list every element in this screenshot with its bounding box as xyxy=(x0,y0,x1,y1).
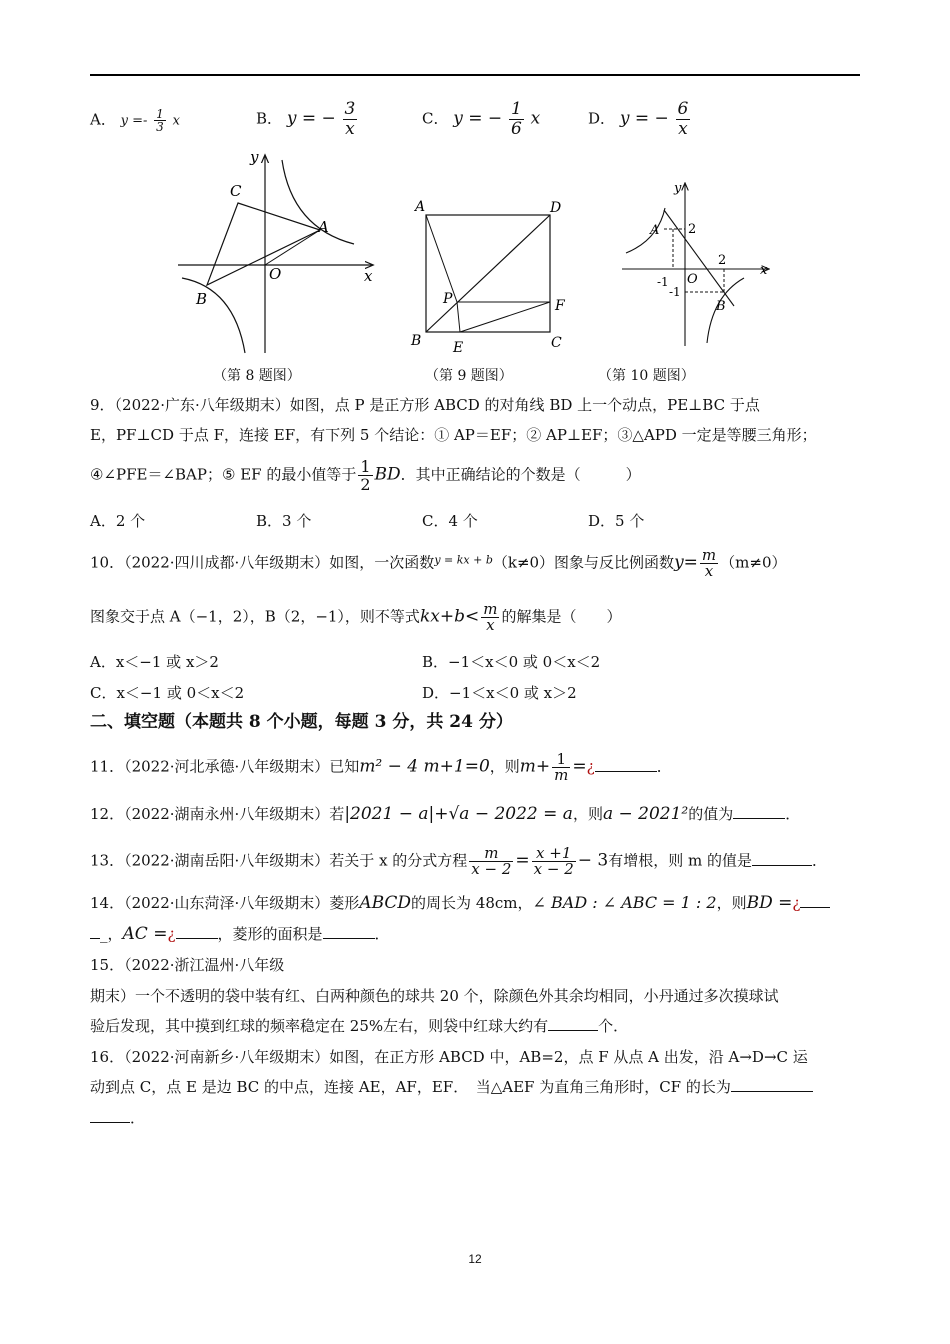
q16-line-2: 动到点 C，点 E 是边 BC 的中点，连接 AE，AF，EF． 当△AEF 为直角三角形时，CF 的长为 xyxy=(90,1077,813,1097)
fig8-label-o: O xyxy=(269,265,282,283)
fig9-label-e: E xyxy=(453,340,464,356)
fig9-label-d: D xyxy=(550,200,562,216)
q15-line-2: 期末）一个不透明的袋中装有红、白两种颜色的球共 20 个，除颜色外其余均相同，小丹通过多次摸球试 xyxy=(90,987,779,1005)
q10-option-a: A．x＜−1 或 x＞2 xyxy=(90,653,219,671)
fig10-caption: （第 10 题图） xyxy=(598,368,695,384)
q14-line-2: _，AC =¿ ，菱形的面积是 ． xyxy=(90,924,390,944)
fig10-label-o: O xyxy=(687,272,698,287)
q10-line-1: 10．（2022·四川成都·八年级期末）如图，一次函数$^{y = kx + b}$（k≠0）图象与反比例函数y= $\frac{m}{x}$ （m≠0） xyxy=(90,546,787,580)
q8-option-c: C． y = − $\frac{1}{6}$ x xyxy=(422,99,541,139)
q11-line: 11．（2022·河北承德·八年级期末）已知m² − 4 m+1=0，则m+ $\frac{1}{m}$ =¿ ． xyxy=(90,750,672,784)
fig8-caption: （第 8 题图） xyxy=(213,368,301,384)
q12-line: 12．（2022·湖南永州·八年级期末）若|2021 − a|+√a − 2022 = a，则a − 2021²的值为 ． xyxy=(90,804,801,824)
q10-option-d: D．−1＜x＜0 或 x＞2 xyxy=(422,684,577,702)
fig10-label-xneg1: -1 xyxy=(657,275,669,289)
q13-line: 13．（2022·湖南岳阳·八年级期末）若关于 x 的分式方程 $\frac{m}{x - 2}$ = $\frac{x +1}{x - 2}$ − 3有增根，则 m 的值是 ． xyxy=(90,844,828,878)
page-number: 12 xyxy=(468,1252,482,1266)
q10-option-b: B．−1＜x＜0 或 0＜x＜2 xyxy=(422,653,601,671)
fig9-line-pe xyxy=(457,302,460,332)
fig8-label-b: B xyxy=(196,290,208,308)
q9-option-d: D．5 个 xyxy=(588,512,645,530)
q16-line-3: ． xyxy=(90,1108,145,1128)
fig10-label-y: y xyxy=(674,181,682,196)
fig9-line-ef xyxy=(460,302,550,332)
figure-8 xyxy=(172,148,382,358)
fig10-label-x2: 2 xyxy=(718,253,727,268)
fig9-label-f: F xyxy=(555,298,565,314)
q8-option-d: D． y = − $\frac{6}{x}$ xyxy=(588,99,689,139)
q9-line-3: ④∠PFE＝∠BAP；⑤ EF 的最小值等于 $\frac{1}{2}$ BD．其中正确结论的个数是（ ） xyxy=(90,457,641,494)
fig10-label-yneg1: -1 xyxy=(669,285,681,299)
fig10-label-x: x xyxy=(760,263,768,278)
fig8-hyperbola-lower xyxy=(182,278,245,353)
figure-10 xyxy=(618,178,778,350)
q15-line-3: 验后发现，其中摸到红球的频率稳定在 25%左右，则袋中红球大约有 个． xyxy=(90,1017,629,1035)
fig8-label-x: x xyxy=(364,267,373,285)
q10-line-2: 图象交于点 A（−1，2），B（2，−1），则不等式kx+b< $\frac{m}{x}$ 的解集是（ ） xyxy=(90,600,622,634)
fig8-triangle xyxy=(207,203,320,285)
fig8-label-a: A xyxy=(318,218,329,236)
fig9-label-b: B xyxy=(411,333,422,349)
q9-line-1: 9．（2022·广东·八年级期末）如图，点 P 是正方形 ABCD 的对角线 BD 上一个动点，PE⊥BC 于点 xyxy=(90,396,760,414)
q16-line-1: 16．（2022·河南新乡·八年级期末）如图，在正方形 ABCD 中，AB=2，点 F 从点 A 出发，沿 A→D→C 运 xyxy=(90,1048,808,1066)
q15-line-1: 15．（2022·浙江温州·八年级 xyxy=(90,956,285,974)
fig8-line-ob xyxy=(265,230,320,265)
header-rule xyxy=(90,74,860,76)
q9-option-a: A．2 个 xyxy=(90,512,146,530)
fig9-diagonal-bd xyxy=(426,215,550,332)
fig9-caption: （第 9 题图） xyxy=(425,368,513,384)
fig10-label-b: B xyxy=(716,299,726,314)
fig9-line-ap xyxy=(426,215,457,302)
q14-line-1: 14．（2022·山东菏泽·八年级期末）菱形ABCD的周长为 48cm，∠ BAD : ∠ ABC = 1 : 2，则BD =¿ xyxy=(90,893,830,913)
q9-option-c: C．4 个 xyxy=(422,512,478,530)
q8-option-a: A． y =- $\frac{1}{3}$ x xyxy=(90,107,180,134)
fig8-label-c: C xyxy=(230,182,242,200)
fig9-label-c: C xyxy=(551,335,562,351)
fig8-label-y: y xyxy=(250,148,259,166)
fig9-label-p: P xyxy=(443,291,453,307)
fig10-label-y2: 2 xyxy=(688,222,697,237)
q8-option-b: B． y = − $\frac{3}{x}$ xyxy=(256,99,356,139)
section-2-title: 二、填空题（本题共 8 个小题，每题 3 分，共 24 分） xyxy=(90,712,513,732)
fig10-label-a: A xyxy=(650,223,660,238)
q10-option-c: C．x＜−1 或 0＜x＜2 xyxy=(90,684,245,702)
q9-line-2: E，PF⊥CD 于点 F，连接 EF，有下列 5 个结论：① AP＝EF；② AP⊥EF；③△APD 一定是等腰三角形； xyxy=(90,426,817,444)
fig9-label-a: A xyxy=(415,199,426,215)
figure-9 xyxy=(405,195,580,360)
q9-option-b: B．3 个 xyxy=(256,512,312,530)
